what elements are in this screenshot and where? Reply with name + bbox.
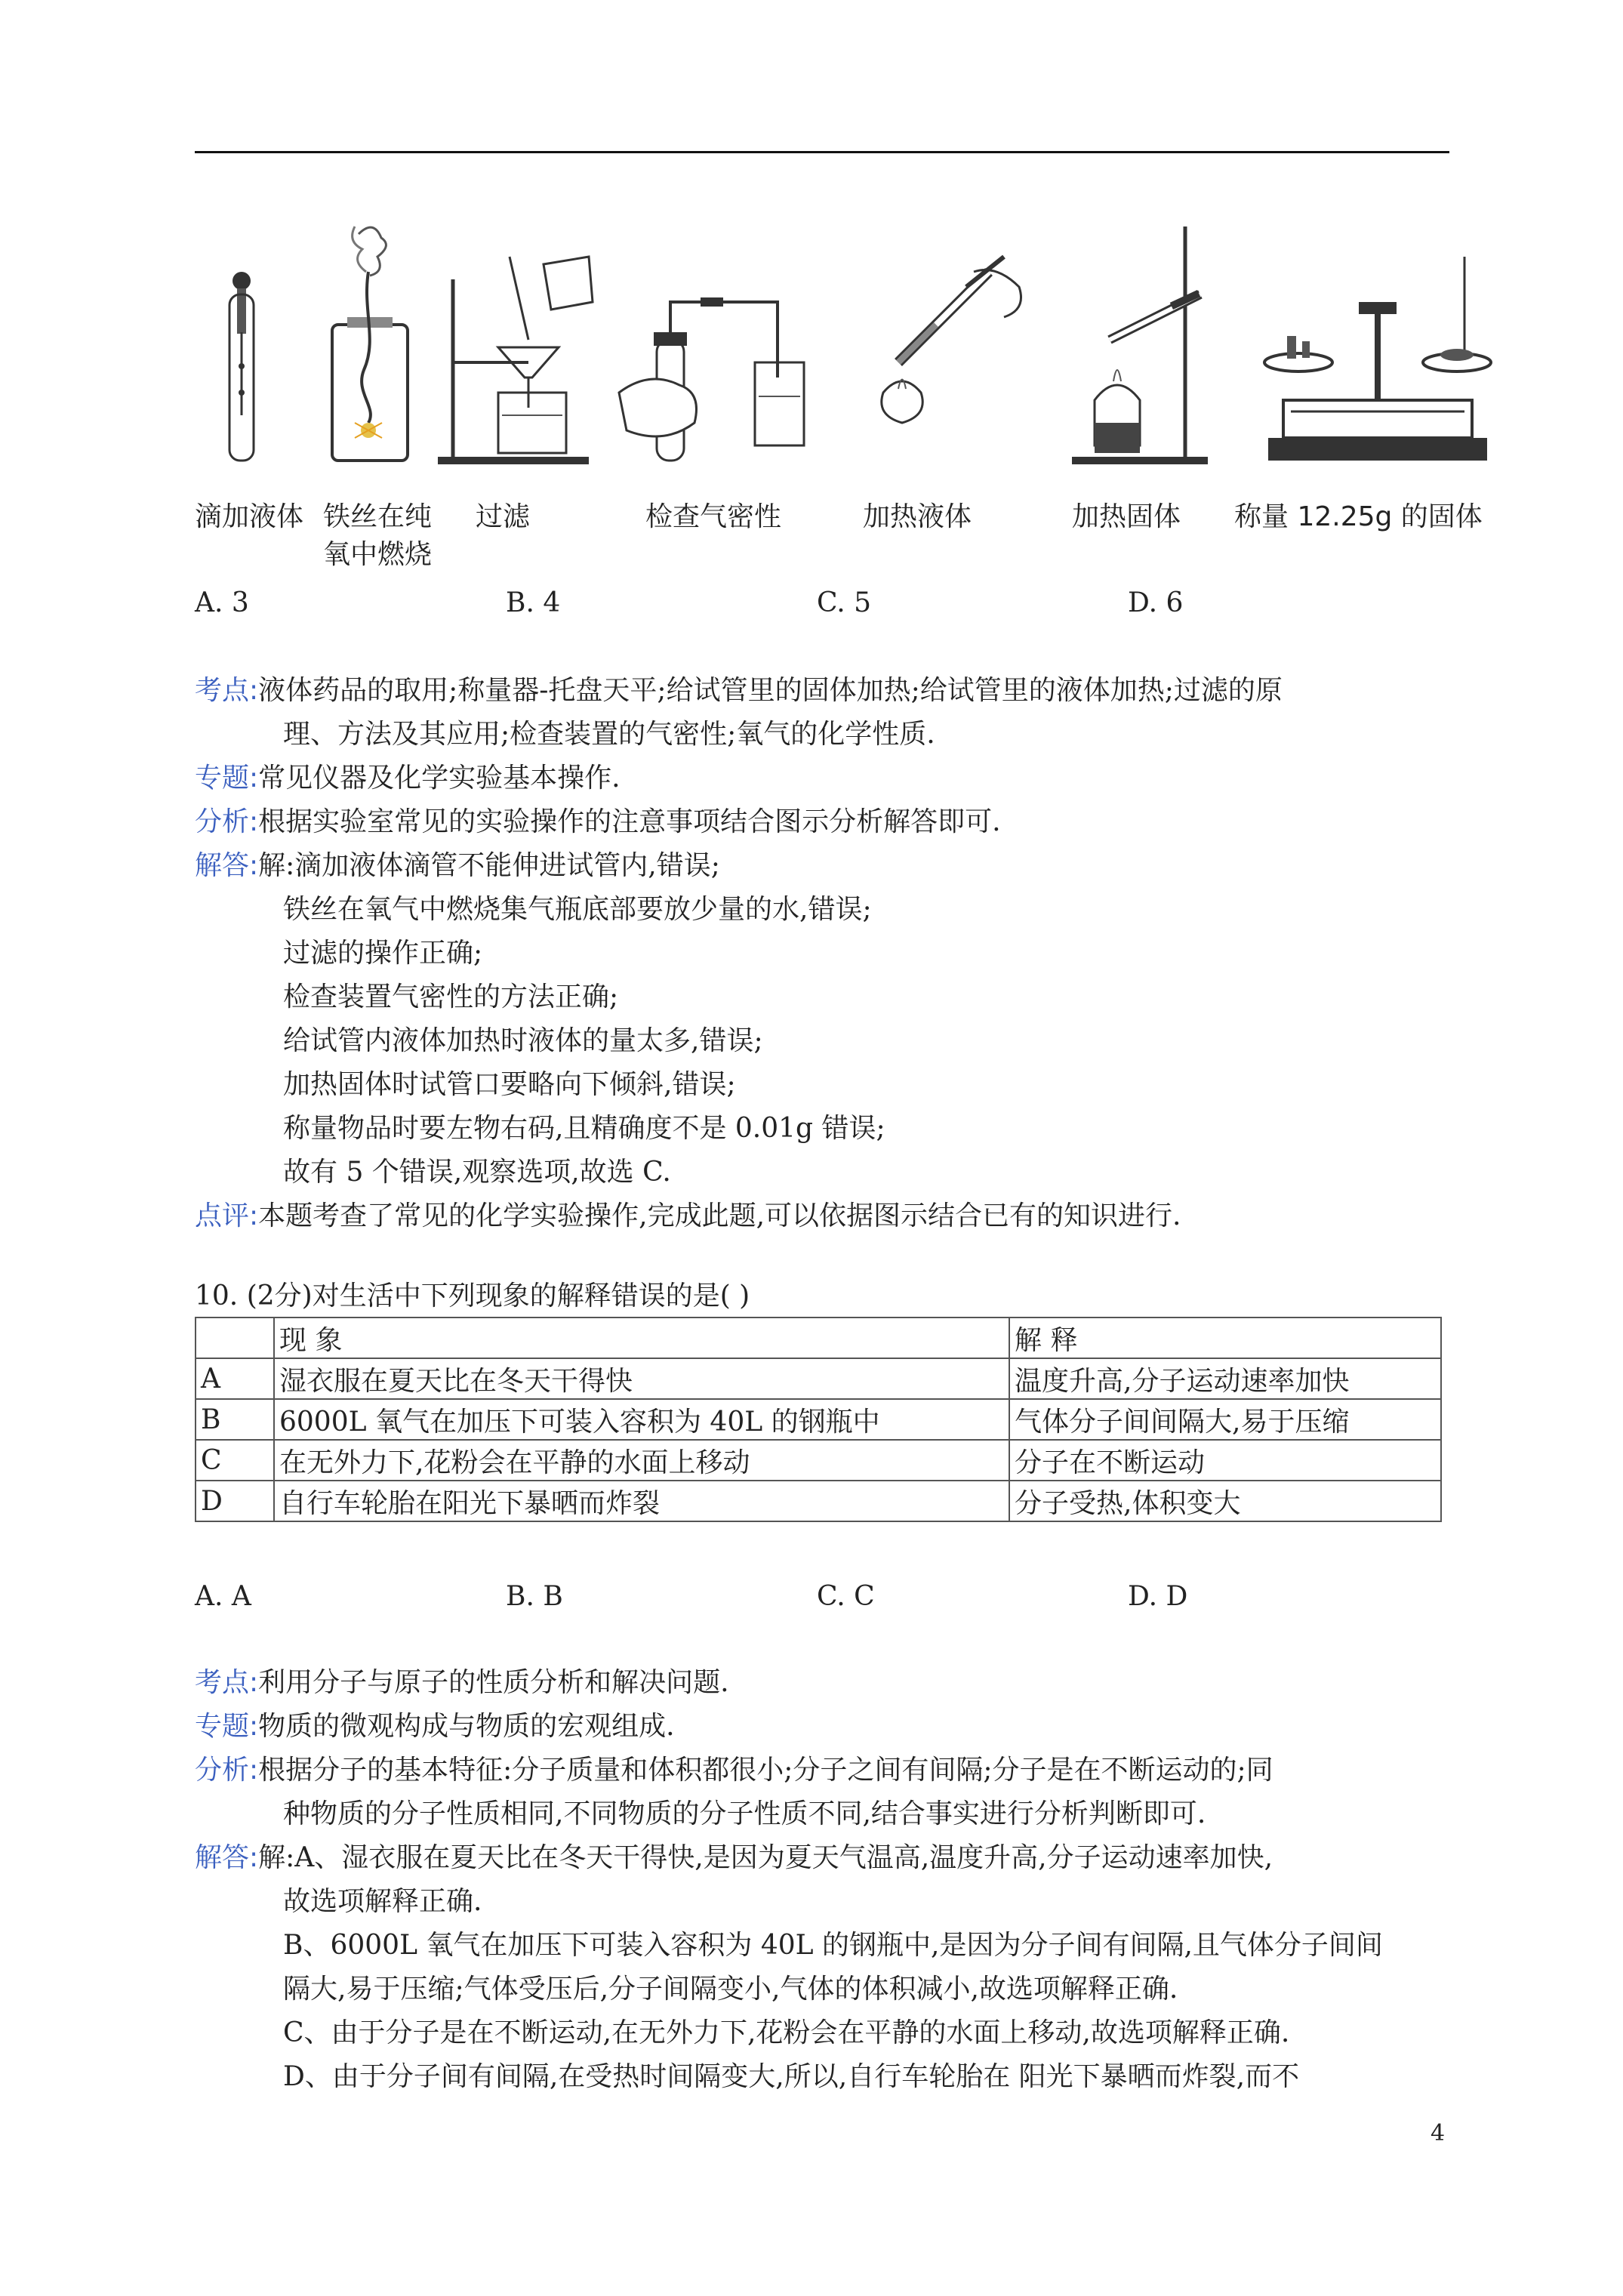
kaodian-text-1: 液体药品的取用;称量器-托盘天平;给试管里的固体加热;给试管里的液体加热;过滤的原 [258,675,1283,706]
q9-options [195,587,1478,625]
q10-fenxi-line-2: 种物质的分子性质相同,不同物质的分子性质不同,结合事实进行分析判断即可. [283,1798,1206,1829]
q9-option-a: A. 3 [195,587,249,618]
q9-kaodian [195,669,1478,713]
table-cell: D [196,1481,274,1521]
zhuanti-text: 常见仪器及化学实验基本操作. [258,763,621,794]
q10-options [195,1581,1478,1619]
fenxi-text-1: 根据分子的基本特征:分子质量和体积都很小;分子之间有间隔;分子是在不断运动的;同 [258,1755,1273,1786]
table-header-cell: 解 释 [1009,1318,1441,1358]
table-cell: 6000L 氧气在加压下可装入容积为 40L 的钢瓶中 [274,1399,1009,1440]
caption-dropping-liquid: 滴加液体 [195,501,304,532]
kaodian-text: 利用分子与原子的性质分析和解决问题. [258,1667,729,1698]
jieda-line-5: C、由于分子是在不断运动,在无外力下,花粉会在平静的水面上移动,故选项解释正确. [283,2017,1290,2048]
dianping-label: 点评: [195,1200,259,1231]
table-row [196,1399,1441,1440]
table-cell: 分子受热,体积变大 [1009,1481,1441,1521]
table-row [196,1358,1441,1399]
table-cell: 气体分子间间隔大,易于压缩 [1009,1399,1441,1440]
jieda-line-6: D、由于分子间有间隔,在受热时间隔变大,所以,自行车轮胎在 阳光下暴晒而炸裂,而不 [283,2061,1300,2092]
caption-weighing: 称量 12.25g 的固体 [1234,501,1483,532]
caption-iron-wire-1: 铁丝在纯 [323,501,433,532]
header-rule [195,151,1449,153]
table-header-cell: 现 象 [274,1318,1009,1358]
jieda-label: 解答: [195,850,259,881]
q10-stem: 10. (2分)对生活中下列现象的解释错误的是( ) [195,1281,750,1311]
table-cell: 自行车轮胎在阳光下暴晒而炸裂 [274,1481,1009,1521]
table-cell: 分子在不断运动 [1009,1440,1441,1481]
airtightness-check-illustration [611,211,808,468]
q10-option-b: B. B [506,1581,563,1612]
q9-zhuanti [195,757,1478,800]
q9-option-b: B. 4 [506,587,561,618]
fenxi-text: 根据实验室常见的实验操作的注意事项结合图示分析解答即可. [258,806,1001,837]
jieda-line-2: 铁丝在氧气中燃烧集气瓶底部要放少量的水,错误; [283,894,872,925]
q10-option-c: C. C [817,1581,875,1612]
caption-airtightness: 检查气密性 [645,501,782,532]
zhuanti-label: 专题: [195,1711,259,1742]
zhuanti-label: 专题: [195,763,259,794]
table-cell: 温度升高,分子运动速率加快 [1009,1358,1441,1399]
fenxi-label: 分析: [195,806,259,837]
jieda-line-7: 称量物品时要左物右码,且精确度不是 0.01g 错误; [283,1113,885,1144]
kaodian-label: 考点: [195,1667,259,1698]
jieda-line-3: 过滤的操作正确; [283,938,483,969]
q10-fenxi [195,1749,1478,1792]
table-row [196,1440,1441,1481]
q9-kaodian-line-2: 理、方法及其应用;检查装置的气密性;氧气的化学性质. [283,719,935,750]
table-cell: 在无外力下,花粉会在平静的水面上移动 [274,1440,1009,1481]
q10-kaodian [195,1661,1478,1705]
jieda-line-1: 解:A、湿衣服在夏天比在冬天干得快,是因为夏天气温高,温度升高,分子运动速率加快, [258,1842,1273,1873]
heating-liquid-illustration [853,211,1049,468]
table-row [196,1481,1441,1521]
q10-jieda [195,1836,1478,1880]
filtration-illustration [438,211,611,468]
jieda-line-4: 隔大,易于压缩;气体受压后,分子间隔变小,气体的体积减小,故选项解释正确. [283,1974,1178,2005]
page-number: 4 [1431,2120,1446,2147]
iron-wire-combustion-illustration [317,211,423,468]
zhuanti-text: 物质的微观构成与物质的宏观组成. [258,1711,675,1742]
q9-dianping [195,1194,1478,1238]
kaodian-label: 考点: [195,675,259,706]
dropper-illustration [219,211,264,468]
jieda-line-3: B、6000L 氧气在加压下可装入容积为 40L 的钢瓶中,是因为分子间有间隔,且气体分子间间 [283,1930,1383,1961]
jieda-line-4: 检查装置气密性的方法正确; [283,982,619,1012]
q10-option-a: A. A [195,1581,251,1612]
q9-option-c: C. 5 [817,587,872,618]
experiment-figures [189,211,1502,574]
table-cell: C [196,1440,274,1481]
q10-option-d: D. D [1128,1581,1188,1612]
caption-heating-solid: 加热固体 [1072,501,1181,532]
table-cell: B [196,1399,274,1440]
table-cell: A [196,1358,274,1399]
q10-zhuanti [195,1705,1478,1749]
caption-iron-wire-2: 氧中燃烧 [323,539,433,570]
jieda-line-1: 解:滴加液体滴管不能伸进试管内,错误; [258,850,720,881]
fenxi-label: 分析: [195,1755,259,1786]
balance-illustration [1261,211,1495,468]
table-header-row [196,1318,1441,1358]
jieda-line-6: 加热固体时试管口要略向下倾斜,错误; [283,1069,736,1100]
table-cell: 湿衣服在夏天比在冬天干得快 [274,1358,1009,1399]
jieda-line-8: 故有 5 个错误,观察选项,故选 C. [283,1157,671,1188]
q9-option-d: D. 6 [1128,587,1184,618]
jieda-label: 解答: [195,1842,259,1873]
q9-jieda [195,844,1478,888]
q9-fenxi [195,800,1478,844]
caption-heating-liquid: 加热液体 [863,501,972,532]
q10-table [195,1317,1442,1522]
caption-filtration: 过滤 [476,501,531,532]
jieda-line-2: 故选项解释正确. [283,1886,482,1917]
table-header-cell [196,1318,274,1358]
heating-solid-illustration [1064,211,1215,468]
dianping-text: 本题考查了常见的化学实验操作,完成此题,可以依据图示结合已有的知识进行. [258,1200,1181,1231]
jieda-line-5: 给试管内液体加热时液体的量太多,错误; [283,1025,763,1056]
